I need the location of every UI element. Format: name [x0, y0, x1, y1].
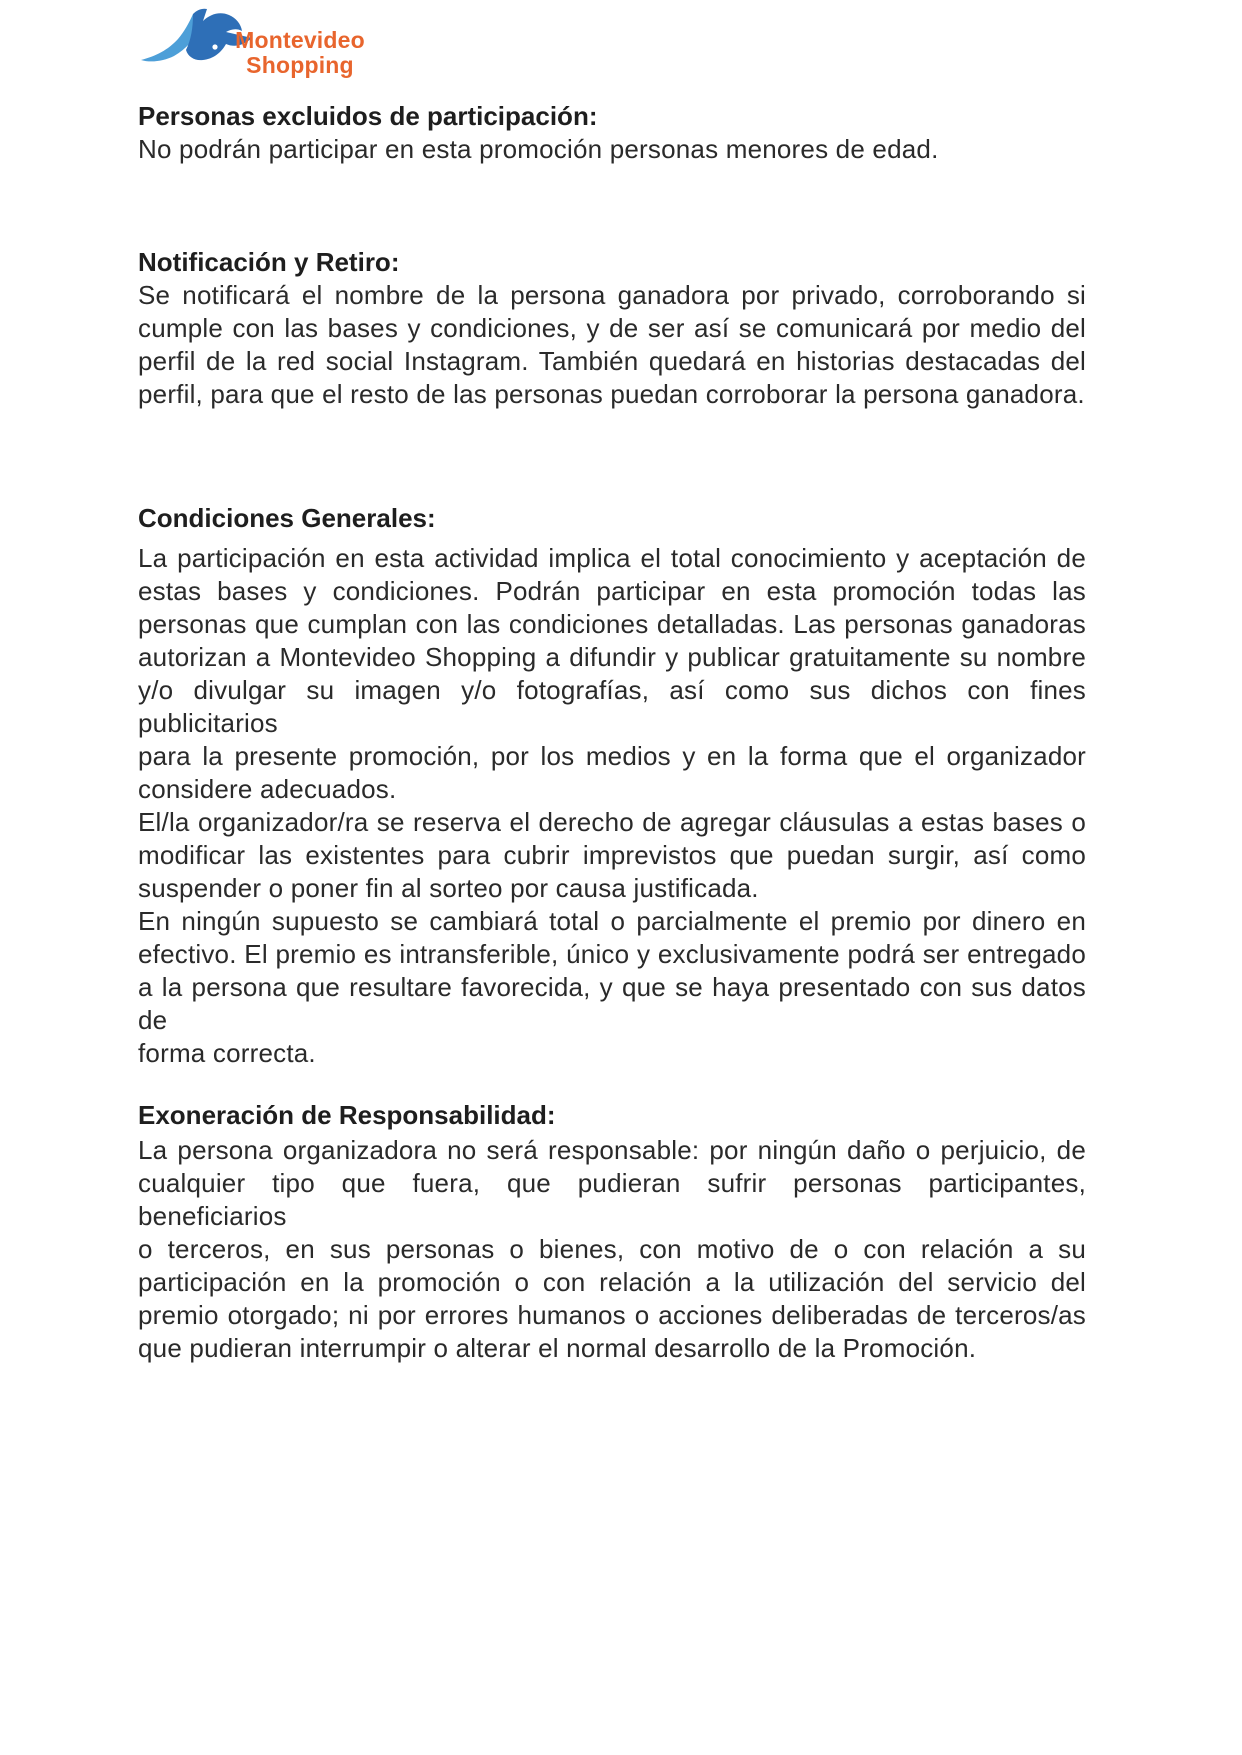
- paragraph: [138, 1134, 1086, 1365]
- brand-name-line1: Montevideo: [235, 27, 365, 53]
- paragraph-line: para la presente promoción, por los medios y en la forma que el organizador: [138, 741, 1086, 771]
- brand-logo: [140, 6, 380, 78]
- document-section: [138, 100, 1086, 166]
- paragraph: [138, 905, 1086, 1070]
- terms-document: [138, 100, 1086, 1365]
- section-heading: Notificación y Retiro:: [138, 247, 400, 277]
- document-section: [138, 246, 1086, 411]
- paragraph: [138, 279, 1086, 411]
- paragraph-line: perfil de la red social Instagram. También quedará en historias destacadas del: [138, 346, 1086, 376]
- paragraph-line: estas bases y condiciones. Podrán participar en esta promoción todas las: [138, 576, 1086, 606]
- paragraph-line: cumple con las bases y condiciones, y de ser así se comunicará por medio del: [138, 313, 1086, 343]
- paragraph-line: que pudieran interrumpir o alterar el normal desarrollo de la Promoción.: [138, 1333, 977, 1363]
- paragraph: [138, 133, 1086, 166]
- paragraph-line: No podrán participar en esta promoción personas menores de edad.: [138, 134, 939, 164]
- paragraph-line: autorizan a Montevideo Shopping a difundir y publicar gratuitamente su nombre: [138, 642, 1086, 672]
- paragraph-line: perfil, para que el resto de las personas puedan corroborar la persona ganadora.: [138, 379, 1085, 409]
- paragraph-line: y/o divulgar su imagen y/o fotografías, así como sus dichos con fines publicitarios: [138, 675, 1086, 738]
- paragraph-line: efectivo. El premio es intransferible, único y exclusivamente podrá ser entregado: [138, 939, 1086, 969]
- paragraph-line: personas que cumplan con las condiciones detalladas. Las personas ganadoras: [138, 609, 1086, 639]
- brand-wordmark: [234, 28, 366, 78]
- paragraph: [138, 806, 1086, 905]
- section-heading: Exoneración de Responsabilidad:: [138, 1100, 556, 1130]
- paragraph-line: participación en la promoción o con relación a la utilización del servicio del: [138, 1267, 1086, 1297]
- section-heading: Personas excluidos de participación:: [138, 101, 598, 131]
- section-heading: Condiciones Generales:: [138, 503, 436, 533]
- paragraph-line: considere adecuados.: [138, 774, 397, 804]
- paragraph-line: El/la organizador/ra se reserva el derecho de agregar cláusulas a estas bases o: [138, 807, 1086, 837]
- paragraph-line: premio otorgado; ni por errores humanos o acciones deliberadas de terceros/as: [138, 1300, 1086, 1330]
- paragraph: [138, 542, 1086, 806]
- paragraph-line: suspender o poner fin al sorteo por causa justificada.: [138, 873, 759, 903]
- document-section: [138, 1099, 1086, 1365]
- paragraph-line: forma correcta.: [138, 1038, 316, 1068]
- paragraph-line: modificar las existentes para cubrir imprevistos que puedan surgir, así como: [138, 840, 1086, 870]
- paragraph-line: cualquier tipo que fuera, que pudieran sufrir personas participantes, beneficiarios: [138, 1168, 1086, 1231]
- document-section: [138, 502, 1086, 1070]
- paragraph-line: o terceros, en sus personas o bienes, con motivo de o con relación a su: [138, 1234, 1086, 1264]
- paragraph-line: Se notificará el nombre de la persona ganadora por privado, corroborando si: [138, 280, 1086, 310]
- paragraph-line: La persona organizadora no será responsable: por ningún daño o perjuicio, de: [138, 1135, 1086, 1165]
- paragraph-line: En ningún supuesto se cambiará total o parcialmente el premio por dinero en: [138, 906, 1086, 936]
- paragraph-line: La participación en esta actividad implica el total conocimiento y aceptación de: [138, 543, 1086, 573]
- paragraph-line: a la persona que resultare favorecida, y que se haya presentado con sus datos de: [138, 972, 1086, 1035]
- logo-bird-eye: [212, 44, 217, 49]
- brand-name-line2: Shopping: [246, 52, 354, 78]
